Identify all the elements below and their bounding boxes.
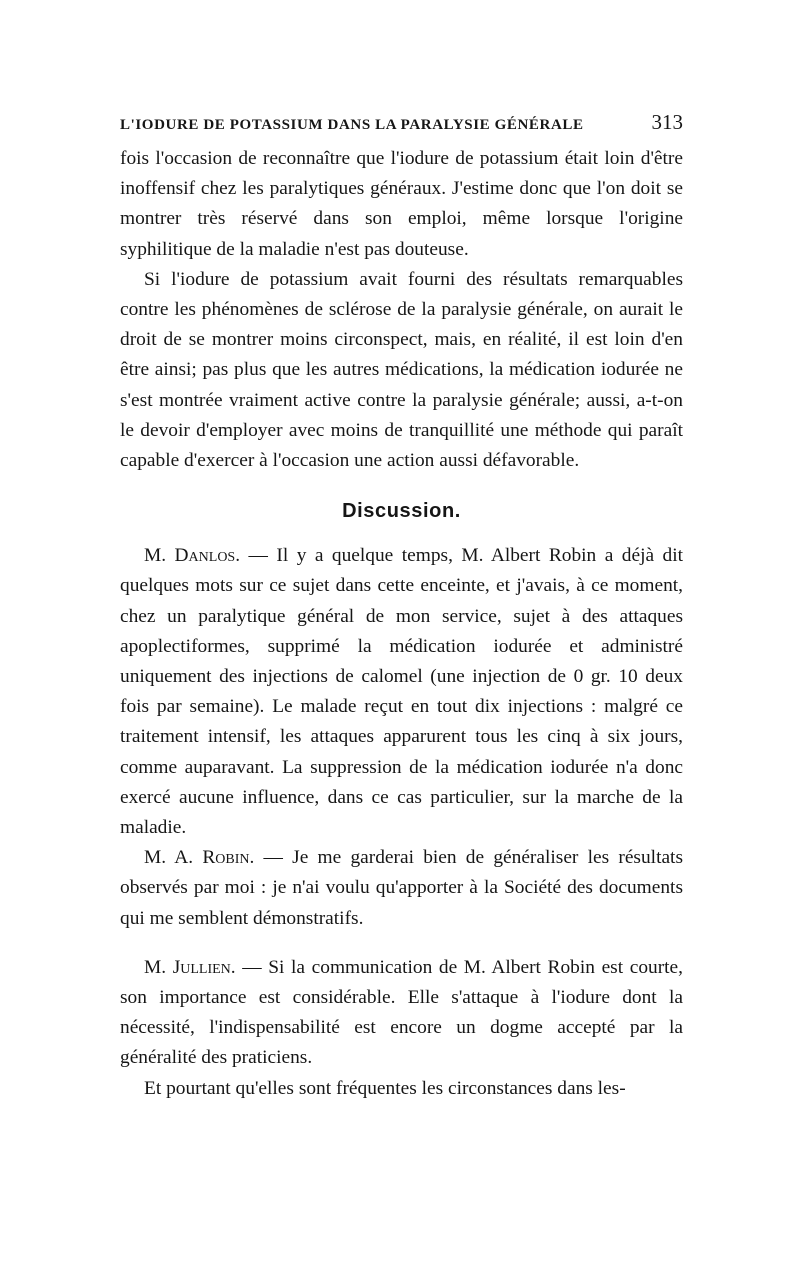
- paragraph-gap: [120, 934, 683, 953]
- section-heading: Discussion.: [342, 500, 461, 523]
- speaker-separator: . —: [230, 956, 269, 978]
- closing-line: Et pourtant qu'elles sont fréquentes les circonstances dans les-: [144, 1077, 626, 1099]
- running-head-title: L'IODURE DE POTASSIUM DANS LA PARALYSIE GÉNÉRALE: [120, 117, 584, 133]
- speaker-name: Robin: [202, 847, 250, 869]
- running-head: [120, 110, 683, 144]
- intervention-text: Il y a quelque temps, M. Albert Robin a déjà dit quelques mots sur ce sujet dans cette enceinte, et j'avais, à ce moment, chez un paralytique général de mon service, sujet à des attaques apoplectiformes, supprimé la médication iodurée et administré uniquement des injections de calomel (une injection de 0 gr. 10 deux fois par semaine). Le malade reçut en tout dix injections : malgré ce traitement intensif, les attaques apparurent tous les cinq à six jours, comme auparavant. La suppression de la médication iodurée n'a donc exercé aucune influence, dans ce cas particulier, sur la marche de la maladie.: [120, 545, 683, 839]
- speaker-name: Jullien: [172, 956, 231, 978]
- speaker-name: Danlos: [174, 545, 236, 567]
- intervention-text: Je me garderai bien de généraliser les résultats observés par moi : je n'ai voulu qu'apporter à la Société des documents qui me semblent démonstratifs.: [120, 847, 683, 929]
- book-page: [120, 110, 683, 1104]
- paragraph-conclusion: Si l'iodure de potassium avait fourni des résultats remarquables contre les phénomènes de sclérose de la paralysie générale, on aurait le droit de se montrer moins circonspect, mais, en réalité, il est loin d'en être ainsi; pas plus que les autres médications, la médication iodurée ne s'est montrée vraiment active contre la paralysie générale; aussi, a-t-on le devoir d'employer avec moins de tranquillité une méthode qui paraît capable d'exercer à l'occasion une action aussi défavorable.: [120, 268, 683, 472]
- speaker-title: M.: [144, 545, 175, 567]
- speaker-title: M. A.: [144, 847, 203, 869]
- speaker-separator: . —: [235, 545, 277, 567]
- intervention-robin: [120, 843, 683, 934]
- intervention-jullien: [120, 953, 683, 1074]
- paragraph-continuation: fois l'occasion de reconnaître que l'iodure de potassium était loin d'être inoffensif chez les paralytiques généraux. J'estime donc que l'on doit se montrer très réservé dans son emploi, même lorsque l'origine syphilitique de la maladie n'est pas douteuse.: [120, 148, 683, 260]
- page-number: 313: [651, 110, 683, 134]
- intervention-danlos: [120, 541, 683, 843]
- speaker-title: M.: [144, 956, 173, 978]
- intervention-text: Si la communication de M. Albert Robin est courte, son importance est considérable. Elle s'attaque à l'iodure dont la nécessité, l'indispensabilité est encore un dogme accepté par la généralité des praticiens.: [120, 956, 684, 1069]
- speaker-separator: . —: [249, 847, 293, 869]
